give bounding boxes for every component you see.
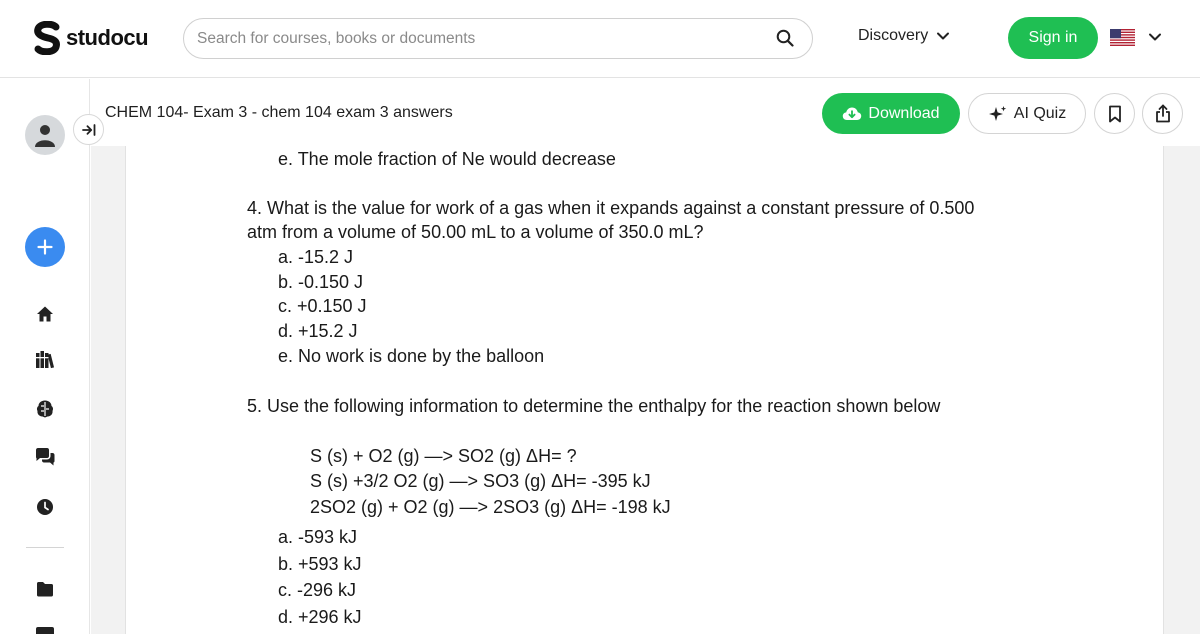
ai-quiz-button[interactable]	[968, 93, 1086, 134]
question4-option-a: a. -15.2 J	[278, 247, 354, 267]
share-button[interactable]	[1142, 93, 1183, 134]
folder-icon[interactable]	[36, 581, 54, 597]
plus-icon	[37, 239, 53, 255]
download-label: Download	[868, 104, 940, 122]
reaction-given-2: 2SO2 (g) + O2 (g) —> 2SO3 (g) ΔH= -198 kJ	[310, 497, 671, 517]
question4-option-b: b. -0.150 J	[278, 272, 364, 292]
share-icon	[1155, 104, 1171, 123]
question5-option-c: c. -296 kJ	[278, 580, 357, 600]
document-page	[125, 146, 1164, 634]
document-title: CHEM 104- Exam 3 - chem 104 exam 3 answers	[105, 104, 453, 121]
question4-option-d: d. +15.2 J	[278, 321, 358, 341]
library-icon[interactable]	[35, 350, 55, 369]
sign-in-button[interactable]: Sign in	[1008, 17, 1098, 59]
add-button[interactable]	[25, 227, 65, 267]
user-icon	[34, 123, 56, 147]
question4-option-e: e. No work is done by the balloon	[278, 346, 545, 366]
expand-sidebar-button[interactable]	[73, 114, 104, 145]
save-bookmark-button[interactable]	[1094, 93, 1135, 134]
ai-quiz-label: AI Quiz	[1013, 104, 1067, 122]
language-chevron-down-icon[interactable]	[1148, 30, 1162, 44]
search-bar[interactable]	[183, 18, 813, 59]
studocu-logo[interactable]	[32, 21, 148, 55]
cloud-download-icon	[842, 106, 862, 122]
bookmark-icon	[1108, 105, 1122, 123]
question4-text-line1: 4. What is the value for work of a gas when it expands against a constant pressure of 0.500	[247, 198, 975, 218]
question4-text-line2: atm from a volume of 50.00 mL to a volume of 350.0 mL?	[247, 222, 704, 242]
question3-option-e: e. The mole fraction of Ne would decrease	[278, 149, 616, 169]
user-avatar[interactable]	[25, 115, 65, 155]
top-navigation-bar	[0, 0, 1200, 78]
reaction-given-1: S (s) +3/2 O2 (g) —> SO3 (g) ΔH= -395 kJ	[310, 471, 651, 491]
question5-option-a: a. -593 kJ	[278, 527, 358, 547]
search-icon[interactable]	[776, 29, 794, 47]
us-flag-icon[interactable]	[1110, 29, 1135, 46]
discovery-menu[interactable]	[858, 27, 950, 45]
brand-name: studocu	[66, 25, 149, 50]
discovery-label: Discovery	[858, 27, 929, 44]
search-input[interactable]	[197, 19, 757, 58]
question5-text: 5. Use the following information to determine the enthalpy for the reaction shown below	[247, 396, 941, 416]
reaction-target: S (s) + O2 (g) —> SO2 (g) ΔH= ?	[310, 446, 577, 466]
home-icon[interactable]	[36, 305, 54, 323]
sidebar-divider	[26, 547, 64, 548]
question5-option-d: d. +296 kJ	[278, 607, 362, 627]
chevron-down-icon	[936, 29, 950, 43]
studocu-logo-icon	[32, 21, 62, 55]
ai-brain-icon[interactable]	[35, 399, 55, 419]
question5-option-b: b. +593 kJ	[278, 554, 362, 574]
left-sidebar	[0, 79, 90, 634]
download-button[interactable]	[822, 93, 960, 134]
question4-option-c: c. +0.150 J	[278, 296, 367, 316]
arrow-right-to-line-icon	[82, 124, 96, 136]
chat-bubbles-icon[interactable]	[34, 447, 56, 467]
more-items-icon[interactable]	[36, 627, 54, 634]
sparkle-icon	[988, 105, 1008, 123]
recent-clock-icon[interactable]	[36, 498, 54, 516]
